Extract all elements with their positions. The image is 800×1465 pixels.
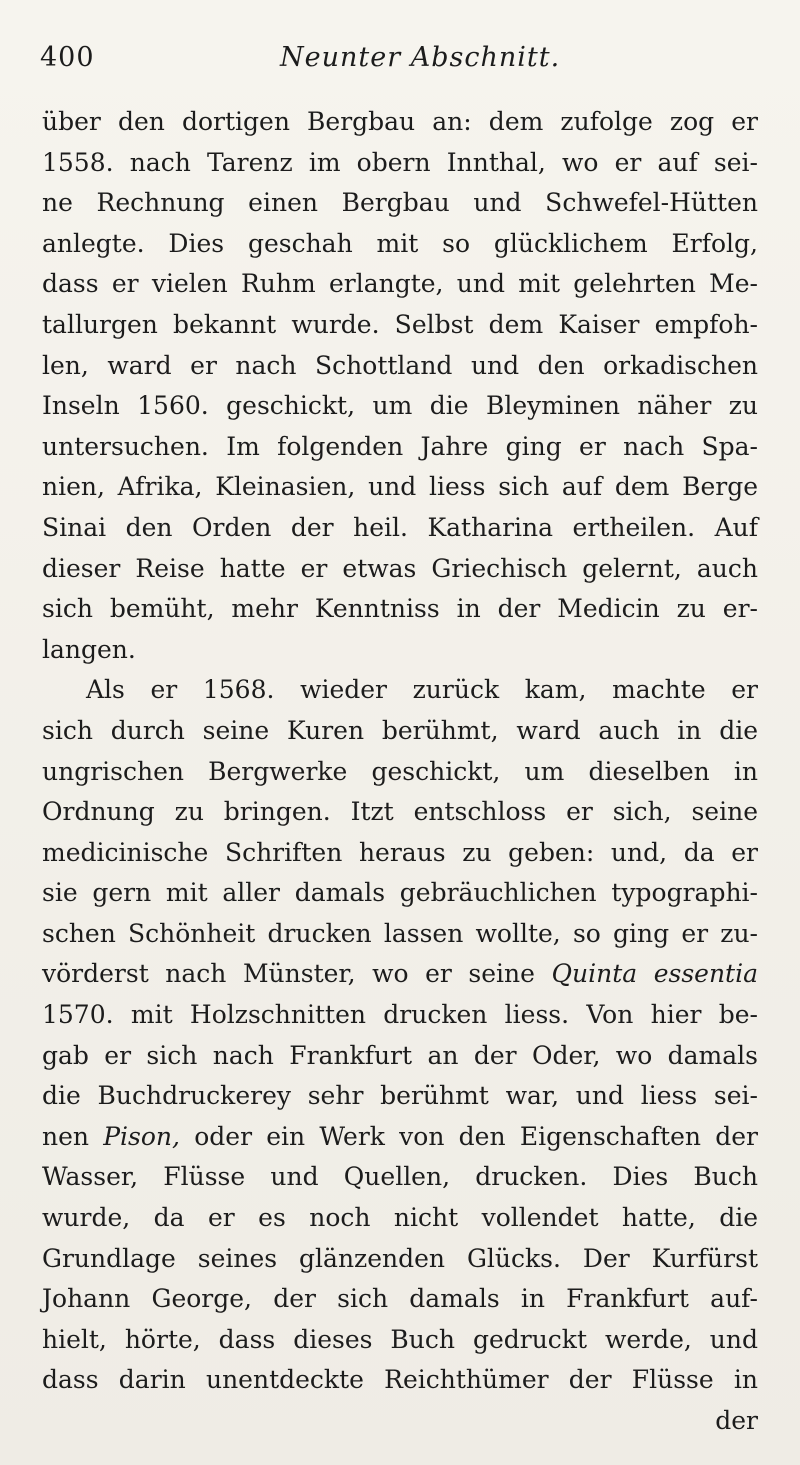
text-line: schen Schönheit drucken lassen wollte, so ging er zu- [42, 918, 758, 948]
text-line: Ordnung zu bringen. Itzt entschloss er sich, seine [42, 797, 758, 827]
text-line: dass er vielen Ruhm erlangte, und mit gelehrten Me- [42, 269, 758, 299]
text-line: anlegte. Dies geschah mit so glücklichem Erfolg, [42, 228, 758, 258]
text-line: Wasser, Flüsse und Quellen, drucken. Dies Buch [42, 1162, 758, 1192]
text-line [42, 1117, 758, 1158]
text-line: tallurgen bekannt wurde. Selbst dem Kaiser empfoh- [42, 309, 758, 339]
text-line: sie gern mit aller damals gebräuchlichen typographi- [42, 878, 758, 908]
text-line: 1570. mit Holzschnitten drucken liess. Von hier be- [42, 1000, 758, 1030]
page-number: 400 [40, 42, 95, 73]
running-head: Neunter Abschnitt. [280, 42, 561, 73]
text-line: medicinische Schriften heraus zu geben: und, da er [42, 837, 758, 867]
text-line: wurde, da er es noch nicht vollendet hatte, die [42, 1203, 758, 1233]
text-line: dieser Reise hatte er etwas Griechisch gelernt, auch [42, 553, 758, 583]
text-line: gab er sich nach Frankfurt an der Oder, wo damals [42, 1040, 758, 1070]
text-line: len, ward er nach Schottland und den orkadischen [42, 350, 758, 380]
italic-title: Quinta essentia [551, 959, 759, 989]
text-line: untersuchen. Im folgenden Jahre ging er nach Spa- [42, 431, 758, 461]
text-line: Als er 1568. wieder zurück kam, machte er [86, 675, 758, 705]
text-line: langen. [42, 634, 136, 664]
text-line: die Buchdruckerey sehr berühmt war, und liess sei- [42, 1081, 758, 1111]
text-line: hielt, hörte, dass dieses Buch gedruckt werde, und [42, 1324, 758, 1354]
text-line: ungrischen Bergwerke geschickt, um dieselben in [42, 756, 758, 786]
text-line: Inseln 1560. geschickt, um die Bleyminen näher zu [42, 391, 758, 421]
catchword: der [715, 1406, 758, 1435]
text-line [42, 954, 758, 995]
text-line: über den dortigen Bergbau an: dem zufolge zog er [42, 107, 758, 136]
text-span: nen [42, 1121, 104, 1151]
page-header [40, 38, 760, 78]
text-line: sich bemüht, mehr Kenntniss in der Medicin zu er- [42, 594, 758, 624]
body-text [42, 102, 758, 1442]
text-line: sich durch seine Kuren berühmt, ward auch in die [42, 715, 758, 745]
text-line: Grundlage seines glänzenden Glücks. Der Kurfürst [42, 1243, 758, 1273]
text-line: 1558. nach Tarenz im obern Innthal, wo er auf sei- [42, 147, 758, 177]
italic-title: Pison, [103, 1121, 180, 1151]
text-line: nien, Afrika, Kleinasien, und liess sich auf dem Berge [42, 472, 758, 502]
text-span: oder ein Werk von den Eigenschaften der [179, 1121, 758, 1151]
text-line: Sinai den Orden der heil. Katharina ertheilen. Auf [42, 512, 758, 542]
text-line: dass darin unentdeckte Reichthümer der Flüsse in [42, 1365, 758, 1395]
text-line: ne Rechnung einen Bergbau und Schwefel-Hütten [42, 188, 758, 218]
text-span: vörderst nach Münster, wo er seine [42, 959, 552, 989]
text-line: Johann George, der sich damals in Frankfurt auf- [42, 1284, 758, 1314]
